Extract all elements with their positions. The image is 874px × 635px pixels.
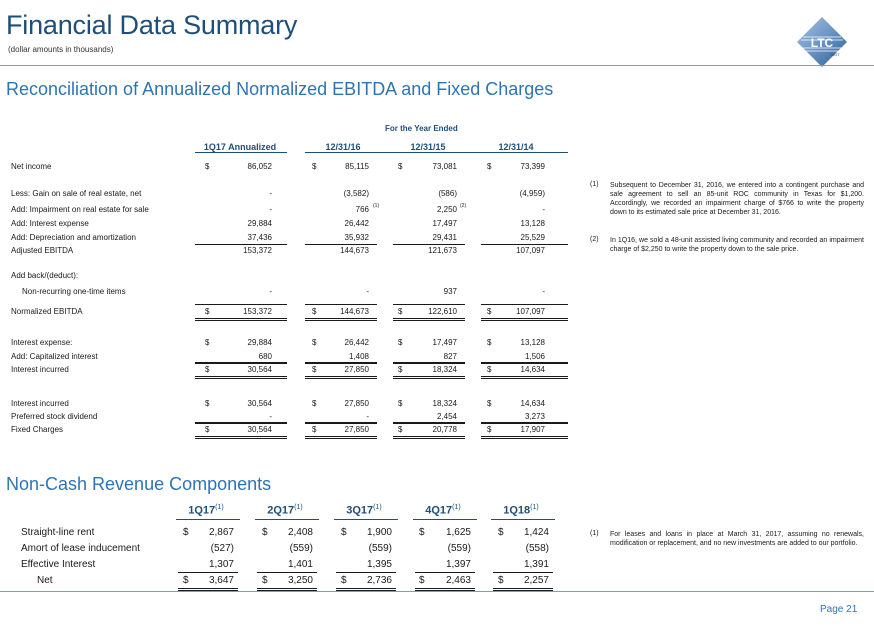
table-cell: (559) [447,543,471,554]
sum-rule [481,363,568,364]
quarter-header [491,504,551,517]
quarter-header [255,504,315,517]
table-cell: 35,932 [344,233,369,242]
sum-rule [305,423,377,424]
quarter-header [413,504,473,517]
table-cell: 766 [355,205,369,214]
currency-symbol: $ [183,575,189,586]
sum-rule [195,244,287,245]
table-cell: 25,529 [520,233,545,242]
row-label: Add: Depreciation and amortization [11,233,136,242]
table-cell: 86,052 [247,162,272,171]
row-label: Add: Capitalized interest [11,352,98,361]
row-label: Preferred stock dividend [11,412,98,421]
footnote-ref: (1) [530,504,539,511]
currency-symbol: $ [183,527,189,538]
total-rule [393,362,465,363]
table-cell: 121,673 [428,246,457,255]
quarter-label: 1Q18 [503,504,531,517]
footnote-ref: (1) [373,203,380,209]
currency-symbol: $ [398,365,403,374]
row-label: Amort of lease inducement [21,543,140,554]
sum-rule [336,572,396,573]
table-cell: 26,442 [344,219,369,228]
currency-symbol: $ [205,162,210,171]
currency-symbol: $ [262,575,268,586]
footnote-ref: (2) [460,203,467,209]
currency-symbol: $ [312,307,317,316]
total-rule [481,422,568,423]
currency-symbol: $ [312,425,317,434]
quarter-header [334,504,394,517]
header-rule [413,519,477,520]
page-number: Page 21 [820,604,858,615]
total-rule [393,318,465,319]
total-rule [393,436,465,437]
currency-symbol: $ [205,338,210,347]
header-rule [255,519,319,520]
table-cell: 20,778 [432,425,457,434]
section-title-ebitda: Reconciliation of Annualized Normalized EBITDA and Fixed Charges [6,79,554,99]
sum-rule [481,244,568,245]
table-cell: 30,564 [247,425,272,434]
row-label: Less: Gain on sale of real estate, net [11,189,142,198]
total-rule [305,378,377,379]
table-cell: 2,736 [366,575,392,586]
footnote-text: For leases and loans in place at March 31, 2017, assuming no renewals, modification or replacement, and no new investments are added to our portfolio. [610,531,864,547]
currency-symbol: $ [205,365,210,374]
table-cell: (4,959) [519,189,545,198]
total-rule [393,422,465,423]
table-cell: 73,081 [432,162,457,171]
table-cell: 3,250 [287,575,313,586]
total-rule [481,436,568,437]
currency-symbol: $ [419,527,425,538]
total-rule [195,376,287,377]
table-cell: 1,307 [208,559,234,570]
table-cell: 1,401 [287,559,313,570]
table-cell: 29,431 [432,233,457,242]
total-rule [415,588,475,589]
row-label: Non-recurring one-time items [22,287,126,296]
currency-symbol: $ [262,527,268,538]
table-cell: (586) [438,189,457,198]
table-cell: 2,463 [445,575,471,586]
table-cell: 18,324 [432,399,457,408]
sum-rule [481,423,568,424]
total-rule [305,436,377,437]
quarter-label: 2Q17 [267,504,295,517]
total-rule [195,318,287,319]
col-header-rule [305,152,568,153]
table-cell: 3,273 [524,412,545,421]
sum-rule [257,572,317,573]
footnote-ref: (1) [294,504,303,511]
quarter-label: 4Q17 [425,504,453,517]
sum-rule [415,572,475,573]
table-cell: 27,850 [344,365,369,374]
table-cell: 122,610 [428,307,457,316]
row-label: Interest expense: [11,338,73,347]
row-label: Add back/(deduct): [11,271,79,280]
total-rule [195,320,287,321]
total-rule [336,588,396,589]
table-cell: 18,324 [432,365,457,374]
table-cell: 107,097 [516,307,545,316]
table-cell: (559) [289,543,313,554]
footnote-ref: (1) [452,504,461,511]
table-cell: 1,395 [366,559,392,570]
sum-rule [195,363,287,364]
table-cell: 153,372 [243,307,272,316]
total-rule [195,438,287,439]
table-cell: 30,564 [247,365,272,374]
table-cell: (559) [368,543,392,554]
table-cell: 2,867 [208,527,234,538]
row-label: Interest incurred [11,399,69,408]
currency-symbol: $ [498,527,504,538]
footer-divider [0,591,874,592]
total-rule [305,318,377,319]
table-cell: 153,372 [243,246,272,255]
table-cell: 1,900 [366,527,392,538]
currency-symbol: $ [205,425,210,434]
table-cell: 17,497 [432,219,457,228]
page-subtitle: (dollar amounts in thousands) [8,45,114,54]
logo-text: LTC [810,36,834,50]
row-label: Straight-line rent [21,527,95,538]
total-rule [393,304,465,305]
footnote-number: (1) [590,530,599,537]
sum-rule [493,572,553,573]
table-cell: 14,634 [520,365,545,374]
sum-rule [178,572,238,573]
table-cell: 2,408 [287,527,313,538]
row-label: Add: Impairment on real estate for sale [11,205,149,214]
table-cell: - [366,412,369,421]
year-ended-header: For the Year Ended [385,124,458,133]
total-rule [493,588,553,589]
row-label: Adjusted EBITDA [11,246,74,255]
currency-symbol: $ [498,575,504,586]
currency-symbol: $ [419,575,425,586]
header-rule [334,519,398,520]
currency-symbol: $ [487,399,492,408]
col-header-1q17: 1Q17 Annualized [203,142,277,152]
currency-symbol: $ [205,399,210,408]
table-cell: (527) [210,543,234,554]
footnote-number: (1) [590,181,599,188]
total-rule [481,318,568,319]
table-cell: 27,850 [344,399,369,408]
total-rule [257,588,317,589]
total-rule [481,438,568,439]
table-cell: 1,391 [523,559,549,570]
table-cell: 13,128 [520,219,545,228]
total-rule [481,304,568,305]
total-rule [305,362,377,363]
currency-symbol: $ [487,425,492,434]
table-cell: 2,454 [436,412,457,421]
table-cell: 144,673 [340,307,369,316]
sum-rule [195,423,287,424]
table-cell: (3,582) [343,189,369,198]
row-label: Effective Interest [21,559,96,570]
currency-symbol: $ [487,307,492,316]
header-rule [491,519,555,520]
ltc-logo [793,15,851,69]
currency-symbol: $ [312,399,317,408]
total-rule [393,438,465,439]
total-rule [393,320,465,321]
currency-symbol: $ [341,527,347,538]
table-cell: 3,647 [208,575,234,586]
table-cell: 14,634 [520,399,545,408]
currency-symbol: $ [398,162,403,171]
total-rule [195,436,287,437]
table-cell: (558) [525,543,549,554]
row-label: Add: Interest expense [11,219,89,228]
row-label: Net income [11,162,52,171]
table-cell: 144,673 [340,246,369,255]
table-cell: 2,257 [523,575,549,586]
sum-rule [393,423,465,424]
section-title-noncash: Non-Cash Revenue Components [6,474,272,494]
table-cell: 85,115 [345,162,369,171]
footnote-text: In 1Q16, we sold a 48-unit assisted living community and recorded an impairment charge of $2,250 to write the property down to the sale price. [610,237,864,253]
table-cell: 29,884 [247,338,272,347]
table-cell: - [269,287,272,296]
currency-symbol: $ [312,162,317,171]
footnote-ref: (1) [373,504,382,511]
total-rule [195,304,287,305]
total-rule [481,376,568,377]
currency-symbol: $ [398,307,403,316]
total-rule [195,362,287,363]
total-rule [305,320,377,321]
row-label: Normalized EBITDA [11,307,83,316]
header-divider [0,65,874,66]
currency-symbol: $ [487,338,492,347]
quarter-label: 1Q17 [188,504,216,517]
currency-symbol: $ [341,575,347,586]
total-rule [481,362,568,363]
total-rule [393,376,465,377]
table-cell: - [542,287,545,296]
total-rule [393,378,465,379]
logo-subtext: REIT [830,52,840,57]
table-cell: 1,397 [445,559,471,570]
total-rule [195,422,287,423]
footnote-text: Subsequent to December 31, 2016, we entered into a contingent purchase and sale agreement to sell an 85-unit ROC community in Texas for $1,200. Accordingly, we recorded an impairment charge of $766 to write the property down to its estimated sale price at December 31, 2016. [610,182,864,216]
table-cell: 29,884 [247,219,272,228]
quarter-label: 3Q17 [346,504,374,517]
row-label: Interest incurred [11,365,69,374]
table-cell: 1,506 [524,352,545,361]
sum-rule [305,244,377,245]
table-cell: 73,399 [520,162,545,171]
currency-symbol: $ [398,399,403,408]
table-cell: - [269,412,272,421]
total-rule [178,588,238,589]
table-cell: 937 [443,287,457,296]
currency-symbol: $ [487,365,492,374]
table-cell: - [269,189,272,198]
table-cell: 27,850 [344,425,369,434]
table-cell: 17,907 [520,425,545,434]
table-cell: 17,497 [432,338,457,347]
table-cell: 1,408 [348,352,369,361]
row-label: Net [37,575,53,586]
total-rule [305,422,377,423]
currency-symbol: $ [312,365,317,374]
table-cell: - [542,205,545,214]
col-header-2015: 12/31/15 [410,142,446,152]
table-cell: - [366,287,369,296]
col-header-2014: 12/31/14 [498,142,534,152]
total-rule [481,320,568,321]
row-label: Fixed Charges [11,425,64,434]
header-rule [176,519,240,520]
table-cell: 13,128 [520,338,545,347]
table-cell: 1,625 [445,527,471,538]
table-cell: - [269,205,272,214]
table-cell: 30,564 [247,399,272,408]
total-rule [481,378,568,379]
currency-symbol: $ [312,338,317,347]
col-header-2016: 12/31/16 [325,142,361,152]
total-rule [305,438,377,439]
table-cell: 680 [258,352,272,361]
footnote-number: (2) [590,236,599,243]
col-header-rule [195,152,287,153]
table-cell: 1,424 [523,527,549,538]
footnote-ref: (1) [215,504,224,511]
sum-rule [305,363,377,364]
currency-symbol: $ [398,338,403,347]
table-cell: 827 [443,352,457,361]
table-cell: 107,097 [516,246,545,255]
total-rule [305,376,377,377]
sum-rule [393,363,465,364]
sum-rule [393,244,465,245]
table-cell: 2,250 [436,205,457,214]
currency-symbol: $ [398,425,403,434]
quarter-header [176,504,236,517]
table-cell: 37,436 [247,233,272,242]
table-cell: 26,442 [344,338,369,347]
currency-symbol: $ [487,162,492,171]
total-rule [305,304,377,305]
currency-symbol: $ [205,307,210,316]
total-rule [195,378,287,379]
page-title: Financial Data Summary [6,10,298,40]
